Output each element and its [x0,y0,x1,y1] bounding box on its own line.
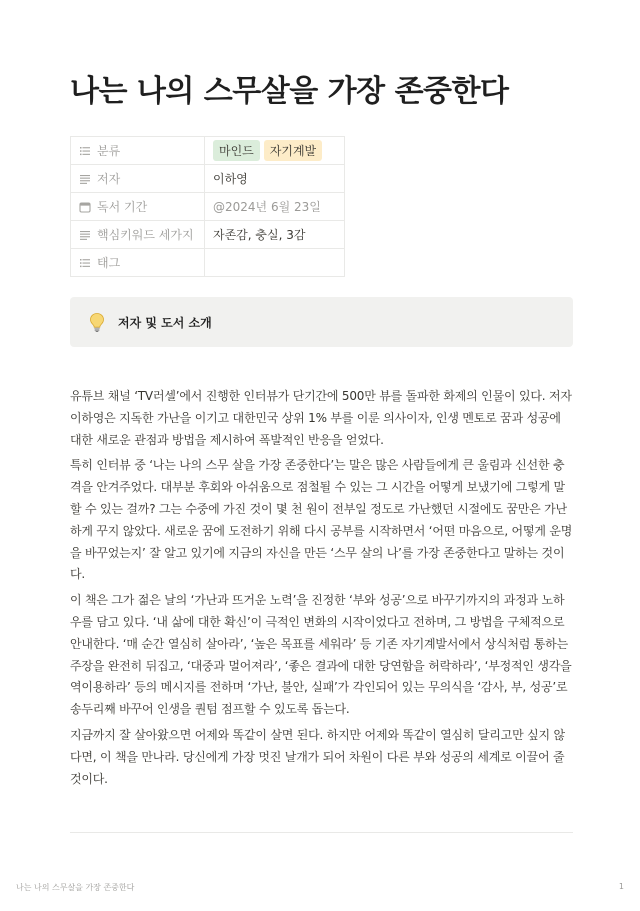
body-text [70,386,575,794]
list-icon [79,257,91,269]
property-key [71,221,205,249]
paragraph: 유튜브 채널 ‘TV러셀’에서 진행한 인터뷰가 단기간에 500만 뷰를 돌파한 화제의 인물이 있다. 저자 이하영은 지독한 가난을 이기고 대한민국 상위 1% 부를 이룬 의사이자, 인생 멘토로 꿈과 성공에 대한 새로운 관점과 방법을 제시하여 폭발적인 반응을 얻었다. [70,389,572,447]
list-icon [79,145,91,157]
property-row-keywords [71,221,345,249]
property-row-tags [71,249,345,277]
page-number: 1 [618,882,624,891]
property-key-label: 핵심키워드 세가지 [97,228,194,242]
property-row-reading-period [71,193,345,221]
paragraph: 이 책은 그가 젊은 날의 ‘가난과 뜨거운 노력’을 진정한 ‘부와 성공’으로 바꾸기까지의 과정과 노하우를 담고 있다. ‘내 삶에 대한 확신’이 극적인 변화의 시작이었다고 전하며, 그 방법을 구체적으로 안내한다. ‘매 순간 열심히 살아라’, ‘높은 목표를 세워라’ 등 기존 자기계발서에서 상식처럼 통하는 주장을 완전히 뒤집고, ‘대중과 멀어져라’, ‘좋은 결과에 대한 당연함을 허락하라’, ‘부정적인 생각을 역이용하라’ 등의 메시지를 전하며 ‘가난, 불안, 실패’가 각인되어 있는 무의식을 ‘감사, 부, 성공’로 송두리째 바꾸어 인생을 퀀텀 점프할 수 있도록 돕는다. [70,593,572,717]
calendar-icon [79,201,91,213]
property-row-category [71,137,345,165]
callout-text: 저자 및 도서 소개 [118,315,212,330]
property-value[interactable]: 자존감, 충실, 3감 [205,221,345,249]
property-key [71,165,205,193]
tag-mind[interactable]: 마인드 [213,140,260,161]
lightbulb-icon [86,311,108,333]
tag-self-development[interactable]: 자기계발 [264,140,322,161]
property-key [71,193,205,221]
callout [70,297,573,347]
property-row-author [71,165,345,193]
property-key-label: 독서 기간 [97,200,148,214]
text-icon [79,173,91,185]
divider [70,832,573,833]
property-value[interactable]: 이하영 [205,165,345,193]
page-title: 나는 나의 스무살을 가장 존중한다 [70,74,509,109]
property-value[interactable] [205,137,345,165]
property-key [71,249,205,277]
property-key-label: 태그 [97,256,121,270]
property-key [71,137,205,165]
properties-table [70,136,345,277]
footer-title: 나는 나의 스무살을 가장 존중한다 [16,883,135,892]
property-key-label: 저자 [97,172,121,186]
paragraph: 지금까지 잘 살아왔으면 어제와 똑같이 살면 된다. 하지만 어제와 똑같이 열심히 달리고만 싶지 않다면, 이 책을 만나라. 당신에게 가장 멋진 날개가 되어 차원이 다른 부와 성공의 세계로 이끌어 줄 것이다. [70,727,565,786]
property-key-label: 분류 [97,144,121,158]
paragraph: 특히 인터뷰 중 ‘나는 나의 스무 살을 가장 존중한다’는 말은 많은 사람들에게 큰 울림과 신선한 충격을 안겨주었다. 대부분 후회와 아쉬움으로 점철될 수 있는 그 시간을 어떻게 보냈기에 그렇게 말할 수 있는 걸까? 그는 수중에 가진 것이 몇 천 원이 전부일 정도로 가난했던 시절에도 꿈만은 가난하게 꾸지 않았다. 새로운 꿈에 도전하기 위해 다시 공부를 시작하면서 ‘어떤 마음으로, 어떻게 운명을 바꾸었는지’ 잘 알고 있기에 지금의 자신을 만든 ‘스무 살의 나’를 가장 존중한다고 말하는 것이다. [70,458,573,582]
text-icon [79,229,91,241]
property-value[interactable] [205,249,345,277]
property-value[interactable]: @2024년 6월 23일 [205,193,345,221]
